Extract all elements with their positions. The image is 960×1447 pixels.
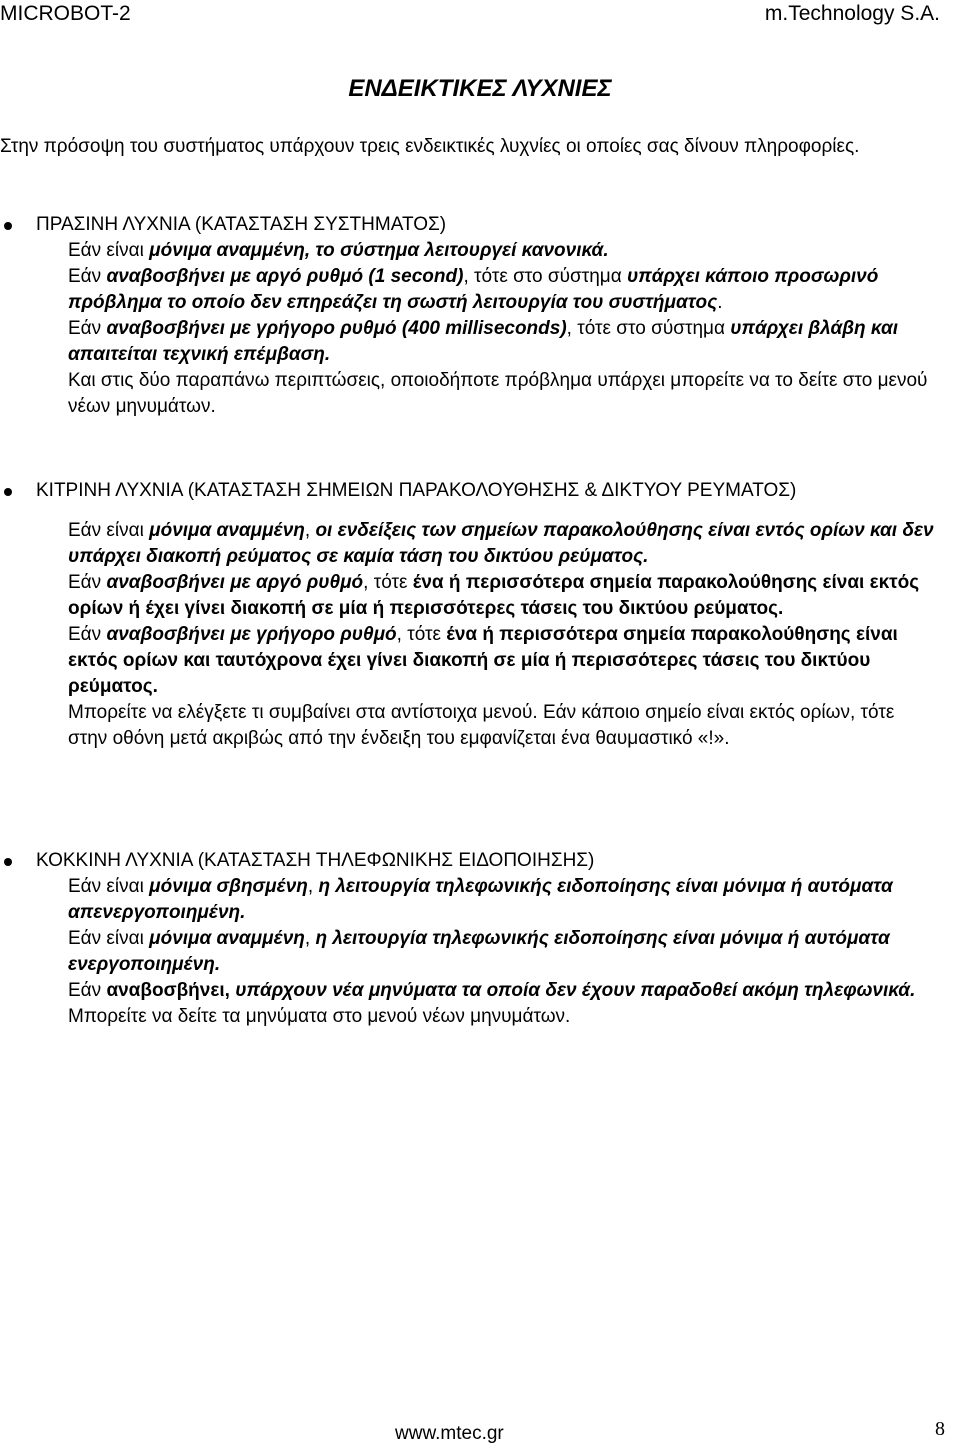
page-title: ΕΝΔΕΙΚΤΙΚΕΣ ΛΥΧΝΙΕΣ [348, 75, 612, 102]
green-led-section [0, 212, 935, 420]
red-led-section [0, 848, 935, 1030]
text: Εάν είναι [68, 520, 150, 541]
text: , [307, 876, 319, 897]
emphasis: μόνιμα αναμμένη [149, 928, 305, 949]
green-led-body [0, 238, 935, 420]
red-steady-paragraph [68, 926, 935, 978]
emphasis: αναβοσβήνει με αργό ρυθμό (1 second) [106, 266, 464, 287]
emphasis: αναβοσβήνει με αργό ρυθμό [106, 572, 364, 593]
emphasis: η λειτουργία τηλεφωνικής ειδοποίησης είναι μόνιμα ή αυτόματα ενεργοποιημένη. [68, 928, 890, 975]
yellow-led-section [0, 478, 935, 752]
red-off-paragraph [68, 874, 935, 926]
text: , [304, 520, 316, 541]
text: Εάν [68, 572, 107, 593]
yellow-led-heading [0, 478, 935, 504]
green-led-heading [0, 212, 935, 238]
bullet-icon [4, 222, 12, 230]
intro-paragraph: Στην πρόσοψη του συστήματος υπάρχουν τρεις ενδεικτικές λυχνίες οι οποίες σας δίνουν πληροφορίες. [0, 136, 860, 157]
green-steady-paragraph [68, 238, 935, 264]
text: . [717, 292, 723, 313]
emphasis: μόνιμα σβησμένη [149, 876, 308, 897]
text: Εάν [68, 980, 107, 1001]
yellow-note-paragraph: Μπορείτε να ελέγξετε τι συμβαίνει στα αντίστοιχα μενού. Εάν κάποιο σημείο είναι εκτός ορίων, τότε στην οθόνη μετά ακριβώς από την ένδειξη του εμφανίζεται ένα θαυμαστικό «!». [68, 702, 895, 749]
footer-url: www.mtec.gr [395, 1423, 504, 1444]
emphasis: οι ενδείξεις των σημείων παρακολούθησης είναι εντός ορίων και δεν υπάρχει διακοπή ρεύματος σε καμία τάση του δικτύου ρεύματος. [68, 520, 934, 567]
green-led-heading-text: ΠΡΑΣΙΝΗ ΛΥΧΝΙΑ (ΚΑΤΑΣΤΑΣΗ ΣΥΣΤΗΜΑΤΟΣ) [36, 214, 447, 235]
red-led-heading [0, 848, 935, 874]
text: , τότε [363, 572, 413, 593]
yellow-slow-blink-paragraph [68, 570, 935, 622]
emphasis: η λειτουργία τηλεφωνικής ειδοποίησης είναι μόνιμα ή αυτόματα απενεργοποιημένη. [68, 876, 893, 923]
yellow-led-body [0, 518, 935, 752]
text: Εάν [68, 266, 107, 287]
emphasis: υπάρχει βλάβη και απαιτείται τεχνική επέμβαση. [68, 318, 899, 365]
header-product: MICROBOT-2 [0, 2, 131, 25]
green-note-paragraph: Και στις δύο παραπάνω περιπτώσεις, οποιοδήποτε πρόβλημα υπάρχει μπορείτε να το δείτε στο μενού νέων μηνυμάτων. [68, 370, 928, 417]
text: Εάν είναι [68, 928, 150, 949]
emphasis: υπάρχουν νέα μηνύματα τα οποία δεν έχουν παραδοθεί ακόμη τηλεφωνικά. [235, 980, 916, 1001]
bold-text: αναβοσβήνει, [106, 980, 236, 1001]
emphasis: αναβοσβήνει με γρήγορο ρυθμό [106, 624, 397, 645]
bullet-icon [4, 488, 12, 496]
text: Εάν [68, 624, 107, 645]
page-number: 8 [935, 1418, 945, 1440]
red-blink-paragraph [68, 978, 935, 1004]
yellow-led-heading-text: ΚΙΤΡΙΝΗ ΛΥΧΝΙΑ (ΚΑΤΑΣΤΑΣΗ ΣΗΜΕΙΩΝ ΠΑΡΑΚΟΛΟΥΘΗΣΗΣ & ΔΙΚΤΥΟΥ ΡΕΥΜΑΤΟΣ) [36, 480, 797, 501]
red-note-paragraph: Μπορείτε να δείτε τα μηνύματα στο μενού νέων μηνυμάτων. [68, 1006, 571, 1027]
bullet-icon [4, 858, 12, 866]
emphasis: αναβοσβήνει με γρήγορο ρυθμό (400 milliseconds) [106, 318, 567, 339]
text: , τότε στο σύστημα [566, 318, 731, 339]
red-led-heading-text: ΚΟΚΚΙΝΗ ΛΥΧΝΙΑ (ΚΑΤΑΣΤΑΣΗ ΤΗΛΕΦΩΝΙΚΗΣ ΕΙΔΟΠΟΙΗΣΗΣ) [36, 850, 595, 871]
text: , τότε [396, 624, 447, 645]
bold-text: ένα ή περισσότερα σημεία παρακολούθησης είναι εκτός ορίων και ταυτόχρονα έχει γίνει διακοπή σε μία ή περισσότερες τάσεις του δικτύου ρεύματος. [68, 624, 898, 697]
yellow-fast-blink-paragraph [68, 622, 935, 700]
header-company: m.Technology S.A. [764, 2, 940, 25]
text: Εάν [68, 318, 107, 339]
green-fast-blink-paragraph [68, 316, 935, 368]
emphasis: μόνιμα αναμμένη [149, 520, 305, 541]
yellow-steady-paragraph [68, 518, 935, 570]
red-led-body [0, 874, 935, 1030]
green-slow-blink-paragraph [68, 264, 935, 316]
text: Εάν είναι [68, 240, 150, 261]
emphasis: υπάρχει κάποιο προσωρινό πρόβλημα το οποίο δεν επηρεάζει τη σωστή λειτουργία του συστήματος [68, 266, 879, 313]
bold-text: ένα ή περισσότερα σημεία παρακολούθησης είναι εκτός ορίων ή έχει γίνει διακοπή σε μία ή περισσότερες τάσεις του δικτύου ρεύματος. [68, 572, 920, 619]
text: Εάν είναι [68, 876, 150, 897]
text: , τότε στο σύστημα [463, 266, 628, 287]
emphasis: μόνιμα αναμμένη, το σύστημα λειτουργεί κανονικά. [149, 240, 609, 261]
text: , [304, 928, 316, 949]
